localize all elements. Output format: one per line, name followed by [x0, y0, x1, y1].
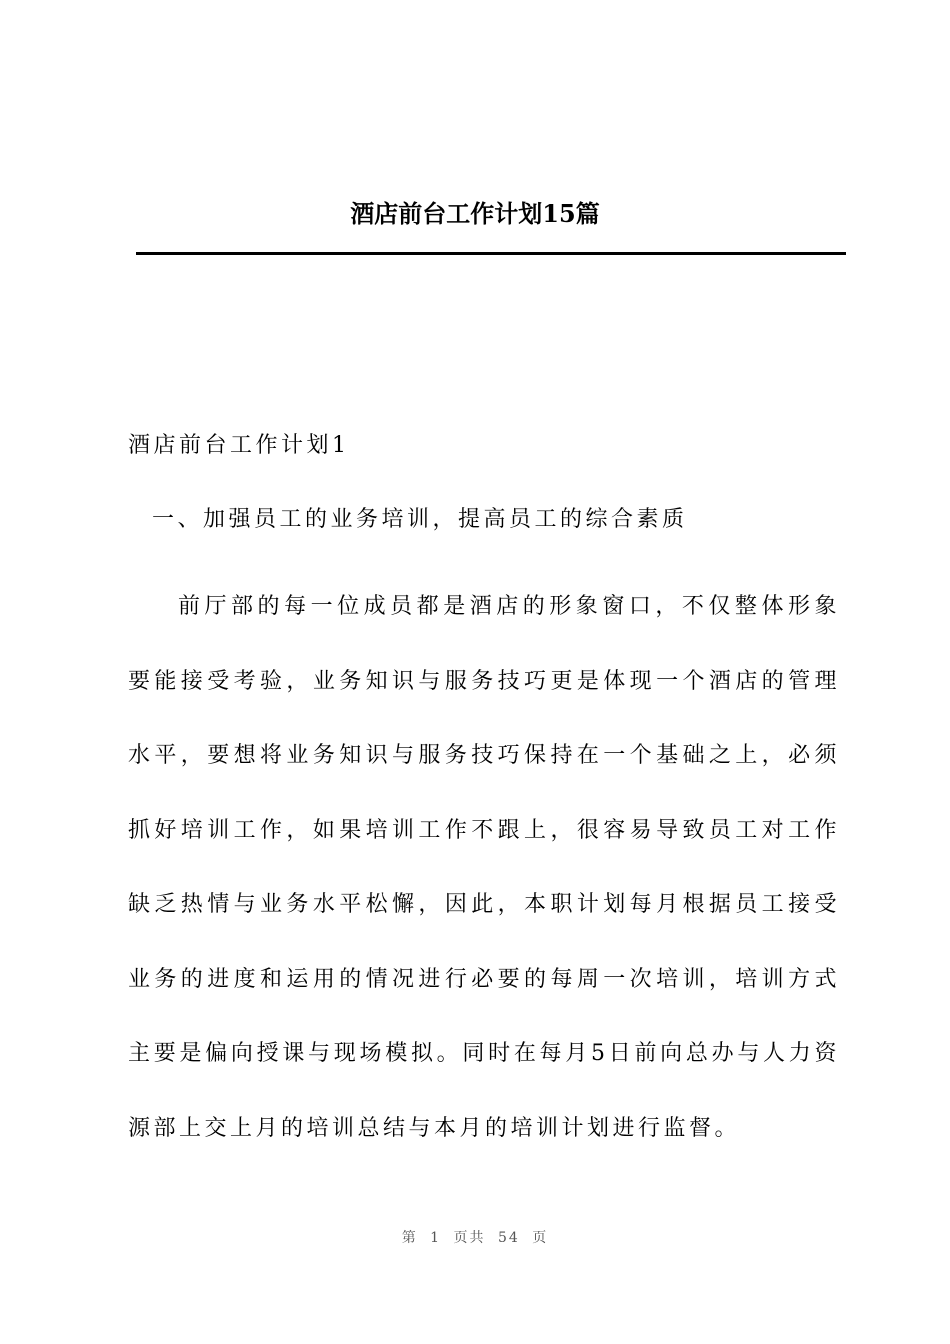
body-paragraph: 前厅部的每一位成员都是酒店的形象窗口，不仅整体形象要能接受考验，业务知识与服务技巧更是体现一个酒店的管理水平，要想将业务知识与服务技巧保持在一个基础之上，必须抓好培训工作，如果培训工作不跟上，很容易导致员工对工作缺乏热情与业务水平松懈，因此，本职计划每月根据员工接受业务的进度和运用的情况进行必要的每周一次培训，培训方式主要是偏向授课与现场模拟。同时在每月5日前向总办与人力资源部上交上月的培训总结与本月的培训计划进行监督。 [128, 594, 840, 1141]
title-divider [136, 252, 846, 255]
section-title: 酒店前台工作计划1 [128, 433, 350, 458]
heading-one: 一、加强员工的业务培训，提高员工的综合素质 [152, 507, 688, 532]
document-title: 酒店前台工作计划15篇 [350, 199, 600, 228]
page-footer: 第 1 页共 54 页 [401, 1230, 549, 1246]
